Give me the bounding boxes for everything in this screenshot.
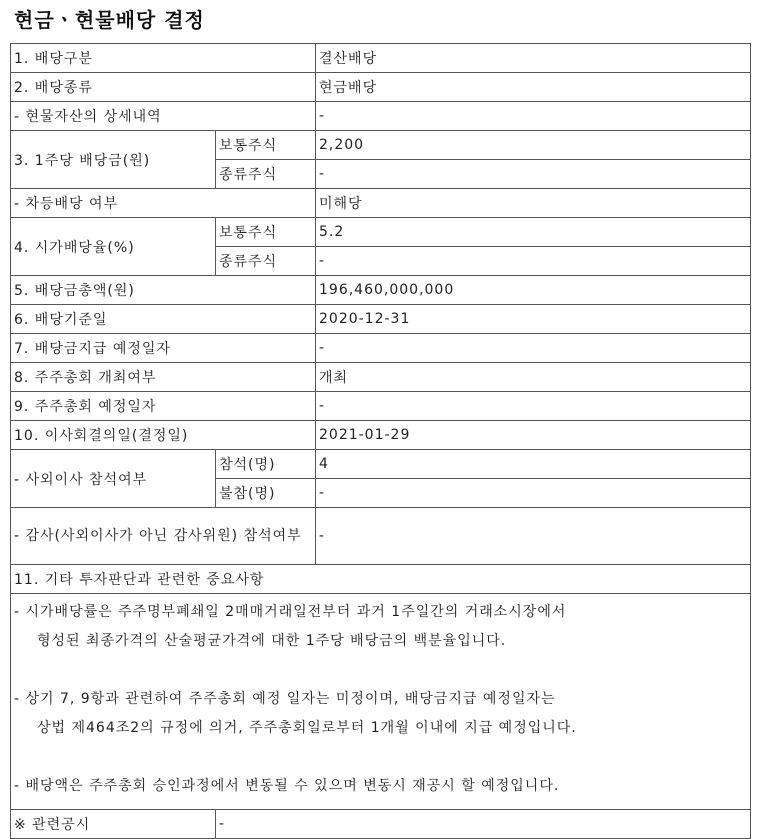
table-row <box>11 363 751 392</box>
row-value: - <box>316 247 751 276</box>
sub-label: 종류주식 <box>216 160 316 189</box>
row-value: 4 <box>316 450 751 479</box>
table-row <box>11 131 751 160</box>
row-value: 개최 <box>316 363 751 392</box>
sub-label: 종류주식 <box>216 247 316 276</box>
table-row <box>11 73 751 102</box>
row-label: 10. 이사회결의일(결정일) <box>11 421 316 450</box>
note-line: - 상기 7, 9항과 관련하여 주주총회 예정 일자는 미정이며, 배당금지급 예정일자는 <box>14 691 556 707</box>
row-value: 결산배당 <box>316 44 751 73</box>
row-value: 5.2 <box>316 218 751 247</box>
row-label: 1. 배당구분 <box>11 44 316 73</box>
table-row <box>11 421 751 450</box>
row-value: 2,200 <box>316 131 751 160</box>
sub-label: 보통주식 <box>216 218 316 247</box>
row-label: 2. 배당종류 <box>11 73 316 102</box>
row-label: - 사외이사 참석여부 <box>11 450 216 508</box>
table-row <box>11 508 751 565</box>
row-value: - <box>316 334 751 363</box>
table-row <box>11 102 751 131</box>
table-row <box>11 305 751 334</box>
note-line: 형성된 최종가격의 산술평균가격에 대한 1주당 배당금의 백분율입니다. <box>37 633 507 649</box>
note-spacer <box>14 743 747 772</box>
row-value: - <box>316 102 751 131</box>
table-row <box>11 189 751 218</box>
row-label: 6. 배당기준일 <box>11 305 316 334</box>
row-value: - <box>216 810 751 839</box>
row-label: 3. 1주당 배당금(원) <box>11 131 216 189</box>
row-value: - <box>316 392 751 421</box>
notes-cell <box>11 594 751 810</box>
table-row <box>11 594 751 810</box>
row-label: 11. 기타 투자판단과 관련한 중요사항 <box>11 565 751 594</box>
note-line: - 시가배당률은 주주명부폐쇄일 2매매거래일전부터 과거 1주일간의 거래소시장에서 <box>14 604 567 620</box>
row-label: ※ 관련공시 <box>11 810 216 839</box>
table-row <box>11 392 751 421</box>
sub-label: 참석(명) <box>216 450 316 479</box>
row-value: - <box>316 479 751 508</box>
table-row <box>11 276 751 305</box>
sub-label: 불참(명) <box>216 479 316 508</box>
row-label: - 현물자산의 상세내역 <box>11 102 316 131</box>
row-value: - <box>316 160 751 189</box>
row-value: 미해당 <box>316 189 751 218</box>
row-value: 현금배당 <box>316 73 751 102</box>
row-value: 2021-01-29 <box>316 421 751 450</box>
row-label: - 차등배당 여부 <box>11 189 316 218</box>
dividend-table <box>10 43 751 839</box>
note-line: - 배당액은 주주총회 승인과정에서 변동될 수 있으며 변동시 재공시 할 예정입니다. <box>14 778 560 794</box>
note-line: 상법 제464조2의 규정에 의거, 주주총회일로부터 1개월 이내에 지급 예정입니다. <box>37 720 577 736</box>
row-value: 2020-12-31 <box>316 305 751 334</box>
page-title: 현금ㆍ현물배당 결정 <box>14 8 205 32</box>
row-label: 7. 배당금지급 예정일자 <box>11 334 316 363</box>
row-label: 4. 시가배당율(%) <box>11 218 216 276</box>
row-value: 196,460,000,000 <box>316 276 751 305</box>
row-label: 5. 배당금총액(원) <box>11 276 316 305</box>
table-row <box>11 334 751 363</box>
table-row <box>11 810 751 839</box>
table-row <box>11 450 751 479</box>
table-row <box>11 565 751 594</box>
row-label: 8. 주주총회 개최여부 <box>11 363 316 392</box>
table-row <box>11 44 751 73</box>
sub-label: 보통주식 <box>216 131 316 160</box>
row-value: - <box>316 508 751 565</box>
note-spacer <box>14 656 747 685</box>
table-row <box>11 218 751 247</box>
row-label: - 감사(사외이사가 아닌 감사위원) 참석여부 <box>11 508 316 565</box>
row-label: 9. 주주총회 예정일자 <box>11 392 316 421</box>
